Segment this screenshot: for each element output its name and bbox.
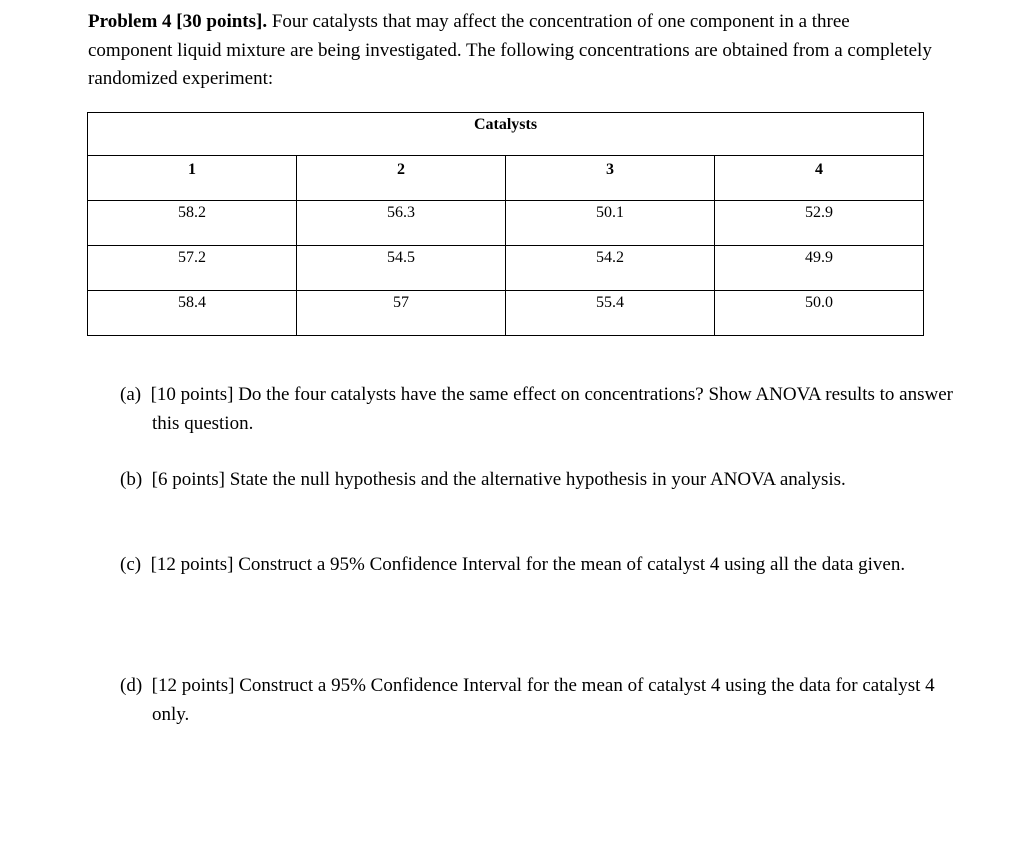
question-a bbox=[120, 381, 972, 438]
table-cell: 57 bbox=[297, 291, 506, 336]
column-header: 2 bbox=[297, 156, 506, 201]
table-cell: 52.9 bbox=[715, 201, 924, 246]
table-cell: 50.1 bbox=[506, 201, 715, 246]
question-text: [12 points] Construct a 95% Confidence Interval for the mean of catalyst 4 using the data for catalyst 4 only. bbox=[151, 675, 935, 725]
question-label: (c) bbox=[120, 554, 142, 575]
table-title-row bbox=[88, 113, 924, 156]
table-row bbox=[88, 201, 924, 246]
question-c bbox=[120, 551, 972, 580]
question-label: (d) bbox=[120, 675, 143, 696]
table-row bbox=[88, 246, 924, 291]
problem-statement bbox=[88, 8, 938, 94]
table-cell: 49.9 bbox=[715, 246, 924, 291]
table-cell: 50.0 bbox=[715, 291, 924, 336]
table-cell: 56.3 bbox=[297, 201, 506, 246]
question-text: [6 points] State the null hypothesis and the alternative hypothesis in your ANOVA analysis. bbox=[151, 469, 846, 490]
column-header: 1 bbox=[88, 156, 297, 201]
table-header-row bbox=[88, 156, 924, 201]
question-b bbox=[120, 466, 972, 495]
table-cell: 54.2 bbox=[506, 246, 715, 291]
column-header: 3 bbox=[506, 156, 715, 201]
problem-heading: Problem 4 [30 points]. bbox=[88, 11, 268, 32]
question-label: (b) bbox=[120, 469, 143, 490]
problem-text: Four catalysts that may affect the concentration of one component in a three component liquid mixture are being investigated. The following concentrations are obtained from a completely randomized experiment: bbox=[88, 11, 932, 89]
question-label: (a) bbox=[120, 384, 142, 405]
table-cell: 57.2 bbox=[88, 246, 297, 291]
table-cell: 54.5 bbox=[297, 246, 506, 291]
column-header: 4 bbox=[715, 156, 924, 201]
table-title: Catalysts bbox=[88, 113, 924, 156]
question-d bbox=[120, 672, 972, 729]
question-text: [12 points] Construct a 95% Confidence Interval for the mean of catalyst 4 using all the data given. bbox=[150, 554, 906, 575]
table-cell: 58.4 bbox=[88, 291, 297, 336]
catalysts-table bbox=[87, 112, 924, 336]
table-cell: 55.4 bbox=[506, 291, 715, 336]
table-cell: 58.2 bbox=[88, 201, 297, 246]
question-text: [10 points] Do the four catalysts have the same effect on concentrations? Show ANOVA results to answer this question. bbox=[150, 384, 953, 434]
table-row bbox=[88, 291, 924, 336]
